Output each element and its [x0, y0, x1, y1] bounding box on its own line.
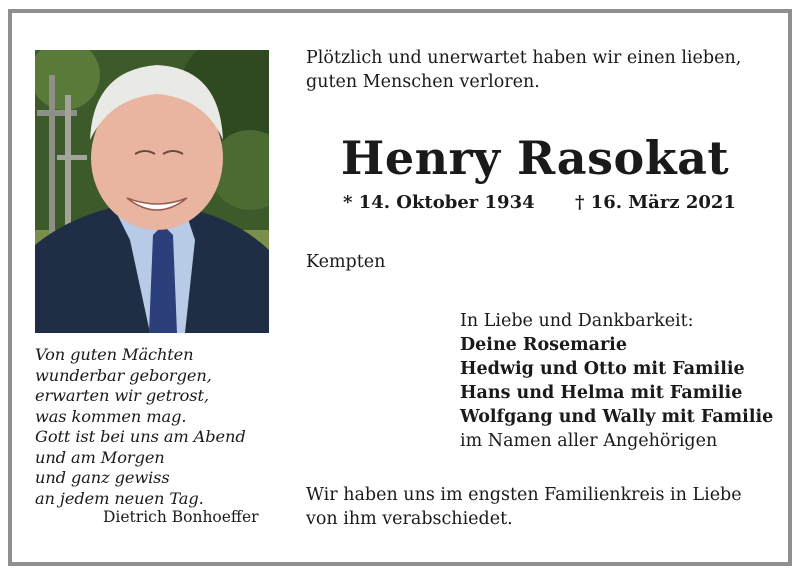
deceased-name: Henry Rasokat — [340, 131, 730, 185]
poem-line: Von guten Mächten — [35, 345, 194, 364]
death-date: † 16. März 2021 — [575, 192, 736, 213]
poem-line: an jedem neuen Tag. — [35, 488, 204, 508]
poem-line: Gott ist bei uns am Abend — [35, 427, 246, 446]
place: Kempten — [306, 252, 386, 272]
poem-line: und ganz gewiss — [35, 468, 170, 487]
mourner-line: im Namen aller Angehörigen — [460, 431, 718, 451]
mourner-line: Deine Rosemarie — [460, 335, 627, 355]
mourner-line: Hans und Helma mit Familie — [460, 383, 743, 403]
portrait-photo — [35, 50, 269, 333]
closing-line: von ihm verabschiedet. — [306, 509, 513, 529]
mourner-line: Hedwig und Otto mit Familie — [460, 359, 745, 379]
poem-line: erwarten wir getrost, — [35, 386, 209, 405]
closing-text — [306, 483, 742, 531]
intro-line: guten Menschen verloren. — [306, 72, 540, 92]
poem-author: Dietrich Bonhoeffer — [103, 508, 259, 526]
closing-line: Wir haben uns im engsten Familienkreis in Liebe — [306, 485, 742, 505]
intro-line: Plötzlich und unerwartet haben wir einen lieben, — [306, 48, 742, 68]
birth-date: * 14. Oktober 1934 — [343, 192, 535, 213]
poem-line: wunderbar geborgen, — [35, 365, 212, 385]
poem-line: und am Morgen — [35, 447, 165, 467]
mourner-line: In Liebe und Dankbarkeit: — [460, 311, 694, 331]
poem-line: was kommen mag. — [35, 406, 187, 426]
intro-text — [306, 46, 776, 94]
mourner-line: Wolfgang und Wally mit Familie — [460, 407, 774, 427]
mourners-list — [460, 309, 773, 453]
poem — [35, 345, 275, 509]
